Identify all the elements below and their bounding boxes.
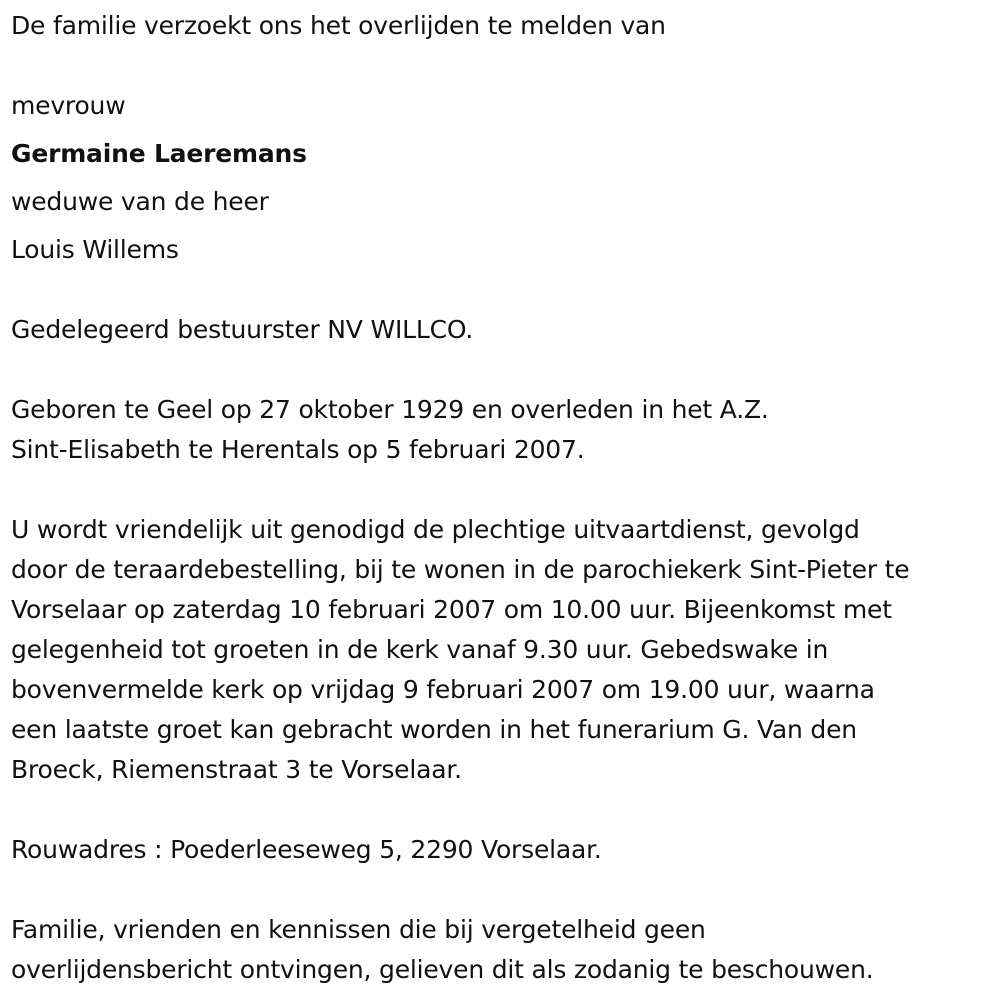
mourning-address bbox=[11, 830, 602, 870]
paragraph-line: Broeck, Riemenstraat 3 te Vorselaar. bbox=[11, 755, 462, 784]
paragraph-line: gelegenheid tot groeten in de kerk vanaf 9.30 uur. Gebedswake in bbox=[11, 635, 829, 664]
paragraph-line: Geboren te Geel op 27 oktober 1929 en overleden in het A.Z. bbox=[11, 395, 769, 424]
paragraph-line: Familie, vrienden en kennissen die bij vergetelheid geen bbox=[11, 915, 706, 944]
occupation-text: Gedelegeerd bestuurster NV WILLCO. bbox=[11, 315, 474, 344]
paragraph-line: Sint-Elisabeth te Herentals op 5 februari 2007. bbox=[11, 435, 585, 464]
family-note-paragraph bbox=[11, 910, 874, 990]
funeral-service-paragraph bbox=[11, 510, 909, 790]
relation-text: weduwe van de heer bbox=[11, 187, 269, 216]
paragraph-line: een laatste groet kan gebracht worden in het funerarium G. Van den bbox=[11, 715, 857, 744]
paragraph-line: door de teraardebestelling, bij te wonen in de parochiekerk Sint-Pieter te bbox=[11, 555, 910, 584]
paragraph-line: Rouwadres : Poederleeseweg 5, 2290 Vorselaar. bbox=[11, 835, 602, 864]
paragraph-line: Vorselaar op zaterdag 10 februari 2007 om 10.00 uur. Bijeenkomst met bbox=[11, 595, 892, 624]
paragraph-line: U wordt vriendelijk uit genodigd de plechtige uitvaartdienst, gevolgd bbox=[11, 515, 860, 544]
intro-text: De familie verzoekt ons het overlijden te melden van bbox=[11, 11, 666, 40]
deceased-name: Germaine Laeremans bbox=[11, 139, 307, 168]
birth-death-paragraph bbox=[11, 390, 769, 470]
paragraph-line: overlijdensbericht ontvingen, gelieven dit als zodanig te beschouwen. bbox=[11, 955, 874, 984]
paragraph-line: bovenvermelde kerk op vrijdag 9 februari 2007 om 19.00 uur, waarna bbox=[11, 675, 875, 704]
deceased-title: mevrouw bbox=[11, 91, 126, 120]
spouse-name: Louis Willems bbox=[11, 235, 179, 264]
